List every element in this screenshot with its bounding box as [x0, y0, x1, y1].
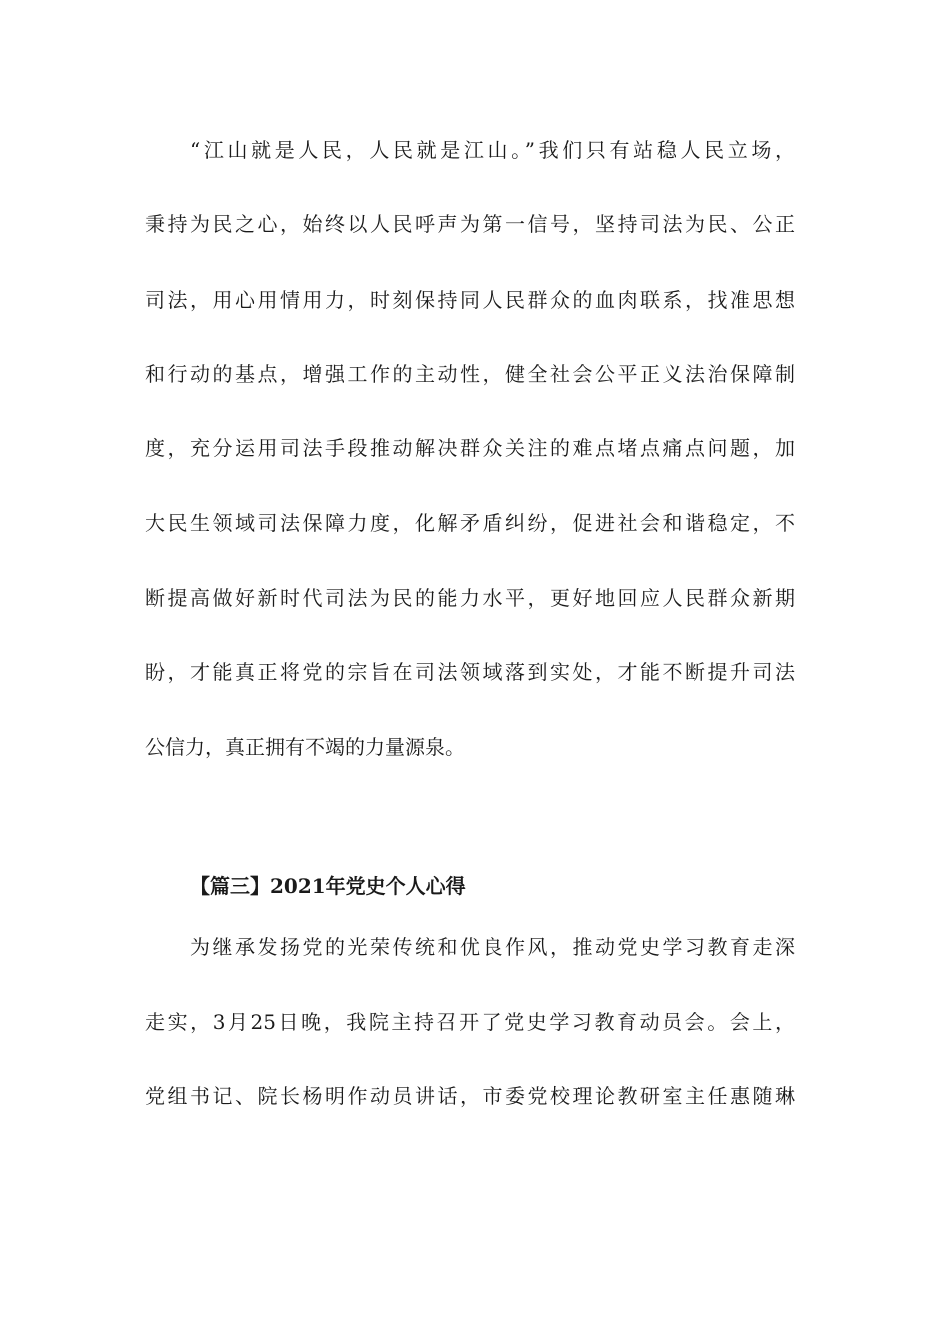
paragraph-1-line-9: 公信力，真正拥有不竭的力量源泉。	[145, 735, 465, 759]
paragraph-1-line-6: 大民生领域司法保障力度，化解矛盾纠纷，促进社会和谐稳定，不	[145, 511, 795, 535]
paragraph-1-line-7: 断提高做好新时代司法为民的能力水平，更好地回应人民群众新期	[145, 586, 795, 610]
paragraph-1-line-8: 盼，才能真正将党的宗旨在司法领域落到实处，才能不断提升司法	[145, 660, 795, 684]
paragraph-2-line-2: 走实，3月25日晚，我院主持召开了党史学习教育动员会。会上，	[145, 1010, 795, 1034]
paragraph-1-line-4: 和行动的基点，增强工作的主动性，健全社会公平正义法治保障制	[145, 362, 795, 386]
paragraph-1-line-2: 秉持为民之心，始终以人民呼声为第一信号，坚持司法为民、公正	[145, 212, 795, 236]
section-heading: 【篇三】2021年党史个人心得	[190, 874, 466, 898]
paragraph-1-line-5: 度，充分运用司法手段推动解决群众关注的难点堵点痛点问题，加	[145, 436, 795, 460]
paragraph-2-line-1: 为继承发扬党的光荣传统和优良作风，推动党史学习教育走深	[190, 935, 795, 959]
paragraph-2-line-3: 党组书记、院长杨明作动员讲话，市委党校理论教研室主任惠随琳	[145, 1084, 795, 1108]
paragraph-1-line-1: “江山就是人民，人民就是江山。”我们只有站稳人民立场，	[190, 138, 795, 162]
paragraph-1-line-3: 司法，用心用情用力，时刻保持同人民群众的血肉联系，找准思想	[145, 288, 795, 312]
